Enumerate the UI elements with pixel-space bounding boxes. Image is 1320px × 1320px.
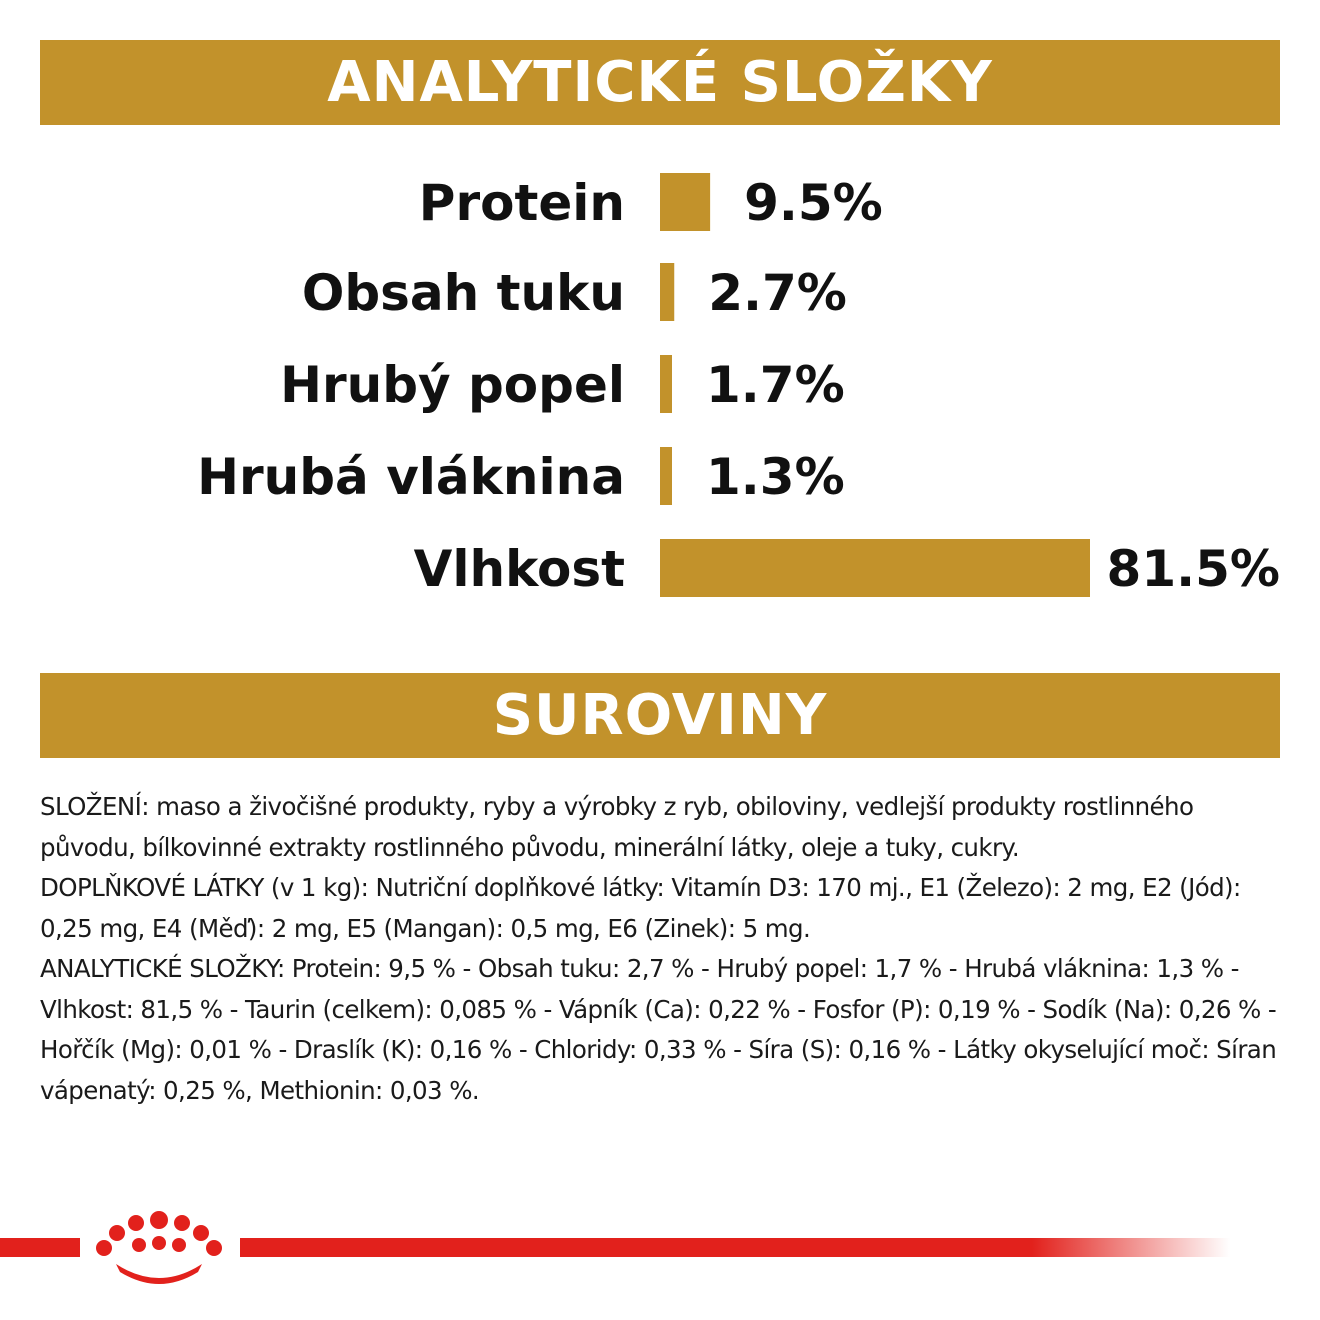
- category-label: Vlhkost: [413, 540, 625, 598]
- value-label: 2.7%: [708, 264, 847, 322]
- composition-text: [40, 787, 1285, 1111]
- bar: [660, 539, 1090, 597]
- category-label: Hrubá vláknina: [197, 448, 625, 506]
- bar: [660, 447, 672, 505]
- footer-red-line-right: [240, 1238, 1230, 1257]
- value-label: 9.5%: [744, 174, 883, 232]
- value-label: 1.7%: [706, 356, 845, 414]
- footer-brand-strip: [0, 1200, 1320, 1290]
- royal-canin-crown-logo-icon: [96, 1211, 222, 1284]
- analytics-bar-chart: [0, 150, 1320, 620]
- additives-paragraph: DOPLŇKOVÉ LÁTKY (v 1 kg): Nutriční doplňkové látky: Vitamín D3: 170 mj., E1 (Železo): 2 mg, E2 (Jód): 0,25 mg, E4 (Měď): 2 mg, E5 (Mangan): 0,5 mg, E6 (Zinek): 5 mg.: [40, 873, 1241, 943]
- bar: [660, 355, 672, 413]
- ingredients-banner-title: SUROVINY: [492, 683, 828, 748]
- bar: [660, 263, 674, 321]
- composition-paragraph: SLOŽENÍ: maso a živočišné produkty, ryby a výrobky z ryb, obiloviny, vedlejší produkty rostlinného původu, bílkovinné extrakty rostlinného původu, minerální látky, oleje a tuky, cukry.: [40, 792, 1194, 862]
- footer-red-line-left: [0, 1238, 80, 1257]
- category-label: Hrubý popel: [280, 356, 625, 414]
- analytics-banner: [40, 40, 1280, 125]
- category-label: Obsah tuku: [301, 264, 625, 322]
- category-label: Protein: [418, 174, 625, 232]
- analytics-paragraph: ANALYTICKÉ SLOŽKY: Protein: 9,5 % - Obsah tuku: 2,7 % - Hrubý popel: 1,7 % - Hrubá vláknina: 1,3 % - Vlhkost: 81,5 % - Taurin (celkem): 0,085 % - Vápník (Ca): 0,22 % - Fosfor (P): 0,19 % - Sodík (Na): 0,26 % - Hořčík (Mg): 0,01 % - Draslík (K): 0,16 % - Chloridy: 0,33 % - Síra (S): 0,16 % - Látky okyselující moč: Síran vápenatý: 0,25 %, Methionin: 0,03 %.: [40, 954, 1277, 1105]
- ingredients-banner: [40, 673, 1280, 758]
- analytics-banner-title: ANALYTICKÉ SLOŽKY: [327, 50, 993, 115]
- value-label: 1.3%: [706, 448, 845, 506]
- value-label: 81.5%: [1106, 540, 1280, 598]
- bar: [660, 173, 710, 231]
